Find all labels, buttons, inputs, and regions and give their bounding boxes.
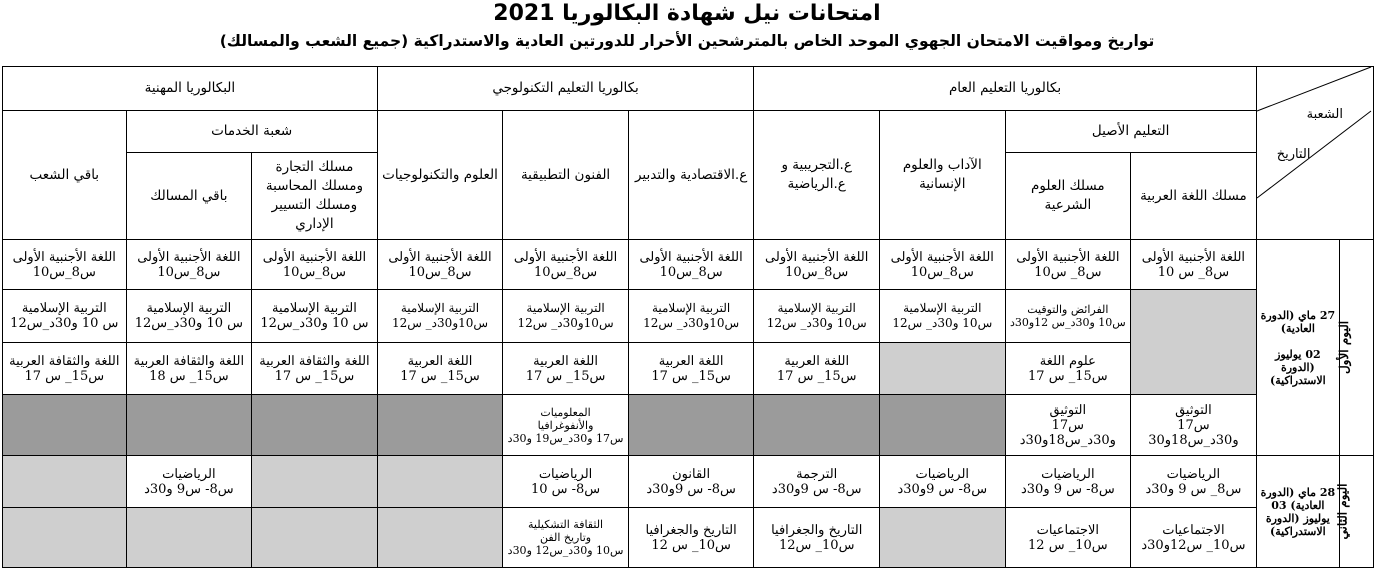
page-subtitle: تواريخ ومواقيت الامتحان الجهوي الموحد الخاص بالمترشحين الأحرار للدورتين العادية والاستدراكية (جميع الشعب والمسالك) <box>219 32 1155 50</box>
schedule-cell: الاجتماعيات س10_ س 12 <box>1005 508 1131 568</box>
schedule-cell: التربية الإسلامية س 10 و30د_س12 <box>126 290 252 343</box>
day-2-dates: 28 ماي (الدورة العادية) 03 يوليوز (الدورة الاستدراكية) <box>1256 456 1339 568</box>
group-header-asil: التعليم الأصيل <box>1005 111 1256 153</box>
empty-gray-cell <box>3 456 127 508</box>
schedule-cell: الرياضيات س8- س9 و30د <box>126 456 252 508</box>
schedule-cell: التربية الإسلامية س10و30د_ س12 <box>377 290 503 343</box>
schedule-cell: اللغة العربية س15_ س 17 <box>503 343 629 395</box>
schedule-cell: اللغة الأجنبية الأولى س8_س10 <box>754 240 880 290</box>
column-header: مسلك التجارة ومسلك المحاسبة ومسلك التسيير الإداري <box>252 153 378 240</box>
group-header-pro: البكالوريا المهنية <box>3 67 378 111</box>
column-header: باقي المسالك <box>126 153 252 240</box>
column-header: باقي الشعب <box>3 111 127 240</box>
corner-label-date: التاريخ <box>1276 147 1311 162</box>
schedule-cell: المعلوميات والأنفوغرافيا س17 و30د_س19 و30د <box>503 395 629 456</box>
schedule-cell: اللغة والثقافة العربية س15_ س 17 <box>252 343 378 395</box>
schedule-cell: الثقافة التشكيلية وتاريخ الفن س10 و30د_س12 و30د <box>503 508 629 568</box>
empty-dark-cell <box>880 395 1006 456</box>
exam-schedule-table <box>2 66 1374 568</box>
schedule-cell: اللغة العربية س15_ س 17 <box>377 343 503 395</box>
schedule-cell: اللغة الأجنبية الأولى س8_س10 <box>628 240 754 290</box>
schedule-cell: الرياضيات س8- س 9 و30د <box>1005 456 1131 508</box>
column-header: الفنون التطبيقية <box>503 111 629 240</box>
schedule-cell: اللغة الأجنبية الأولى س8_ س 10 <box>1131 240 1257 290</box>
schedule-cell: اللغة العربية س15_ س 17 <box>754 343 880 395</box>
group-header-services: شعبة الخدمات <box>126 111 377 153</box>
schedule-cell: القانون س8- س 9و30د <box>628 456 754 508</box>
schedule-cell: اللغة الأجنبية الأولى س8_س10 <box>503 240 629 290</box>
empty-gray-cell <box>880 343 1006 395</box>
schedule-cell: اللغة والثقافة العربية س15_ س 17 <box>3 343 127 395</box>
schedule-cell: التوثيق س17 و30د_س18و30د <box>1005 395 1131 456</box>
empty-gray-cell <box>252 508 378 568</box>
empty-dark-cell <box>3 395 127 456</box>
empty-dark-cell <box>628 395 754 456</box>
column-header: مسلك اللغة العربية <box>1131 153 1257 240</box>
schedule-cell: اللغة الأجنبية الأولى س8_س10 <box>126 240 252 290</box>
schedule-cell: التربية الإسلامية س10و30د_ س12 <box>503 290 629 343</box>
schedule-cell: التربية الإسلامية س 10 و30د_س12 <box>3 290 127 343</box>
empty-gray-cell <box>1131 290 1257 395</box>
group-header-tech: بكالوريا التعليم التكنولوجي <box>377 67 754 111</box>
column-header: العلوم والتكنولوجيات <box>377 111 503 240</box>
schedule-cell: اللغة الأجنبية الأولى س8_ س10 <box>1005 240 1131 290</box>
column-header: ع.التجريبية و ع.الرياضية <box>754 111 880 240</box>
empty-gray-cell <box>377 456 503 508</box>
column-header: ع.الاقتصادية والتدبير <box>628 111 754 240</box>
schedule-cell: الرياضيات س8_ س 9 و30د <box>1131 456 1257 508</box>
empty-gray-cell <box>3 508 127 568</box>
schedule-cell: الفرائض والتوقيت س10 و30د_س 12و30د <box>1005 290 1131 343</box>
page-title: امتحانات نيل شهادة البكالوريا 2021 <box>493 1 881 26</box>
day-1-dates: 27 ماي (الدورة العادية) 02 يوليوز (الدورة الاستدراكية) <box>1256 240 1339 456</box>
schedule-cell: اللغة الأجنبية الأولى س8_س10 <box>880 240 1006 290</box>
corner-diagonal <box>1257 67 1371 198</box>
group-header-general: بكالوريا التعليم العام <box>754 67 1256 111</box>
schedule-cell: الرياضيات س8- س 10 <box>503 456 629 508</box>
empty-gray-cell <box>880 508 1006 568</box>
corner-cell <box>1256 67 1373 240</box>
schedule-cell: الرياضيات س8- س 9و30د <box>880 456 1006 508</box>
empty-gray-cell <box>252 456 378 508</box>
schedule-cell: الترجمة س8- س 9و30د <box>754 456 880 508</box>
empty-dark-cell <box>252 395 378 456</box>
schedule-cell: التاريخ والجغرافيا س10_ س 12 <box>628 508 754 568</box>
empty-gray-cell <box>377 508 503 568</box>
empty-gray-cell <box>126 508 252 568</box>
schedule-cell: اللغة العربية س15_ س 17 <box>628 343 754 395</box>
schedule-cell: التربية الإسلامية س10 و30د_ س12 <box>880 290 1006 343</box>
day-label-2: اليوم الثاني <box>1340 456 1374 568</box>
column-header: الآداب والعلوم الإنسانية <box>880 111 1006 240</box>
schedule-cell: التربية الإسلامية س 10 و30د_س12 <box>252 290 378 343</box>
schedule-cell: علوم اللغة س15_ س 17 <box>1005 343 1131 395</box>
schedule-cell: اللغة الأجنبية الأولى س8_س10 <box>3 240 127 290</box>
empty-dark-cell <box>754 395 880 456</box>
schedule-cell: اللغة والثقافة العربية س15_ س 18 <box>126 343 252 395</box>
schedule-cell: الاجتماعيات س10_ س12و30د <box>1131 508 1257 568</box>
day-label-1: اليوم الأول <box>1340 240 1374 456</box>
column-header: مسلك العلوم الشرعية <box>1005 153 1131 240</box>
empty-dark-cell <box>126 395 252 456</box>
schedule-cell: التربية الإسلامية س10و30د_ س12 <box>628 290 754 343</box>
schedule-cell: التربية الإسلامية س10 و30د_ س12 <box>754 290 880 343</box>
schedule-cell: التاريخ والجغرافيا س10_ س12 <box>754 508 880 568</box>
corner-label-branch: الشعبة <box>1306 107 1343 122</box>
schedule-cell: اللغة الأجنبية الأولى س8_س10 <box>377 240 503 290</box>
empty-dark-cell <box>377 395 503 456</box>
schedule-cell: اللغة الأجنبية الأولى س8_س10 <box>252 240 378 290</box>
schedule-cell: التوثيق س17 و30د_س18و30 <box>1131 395 1257 456</box>
